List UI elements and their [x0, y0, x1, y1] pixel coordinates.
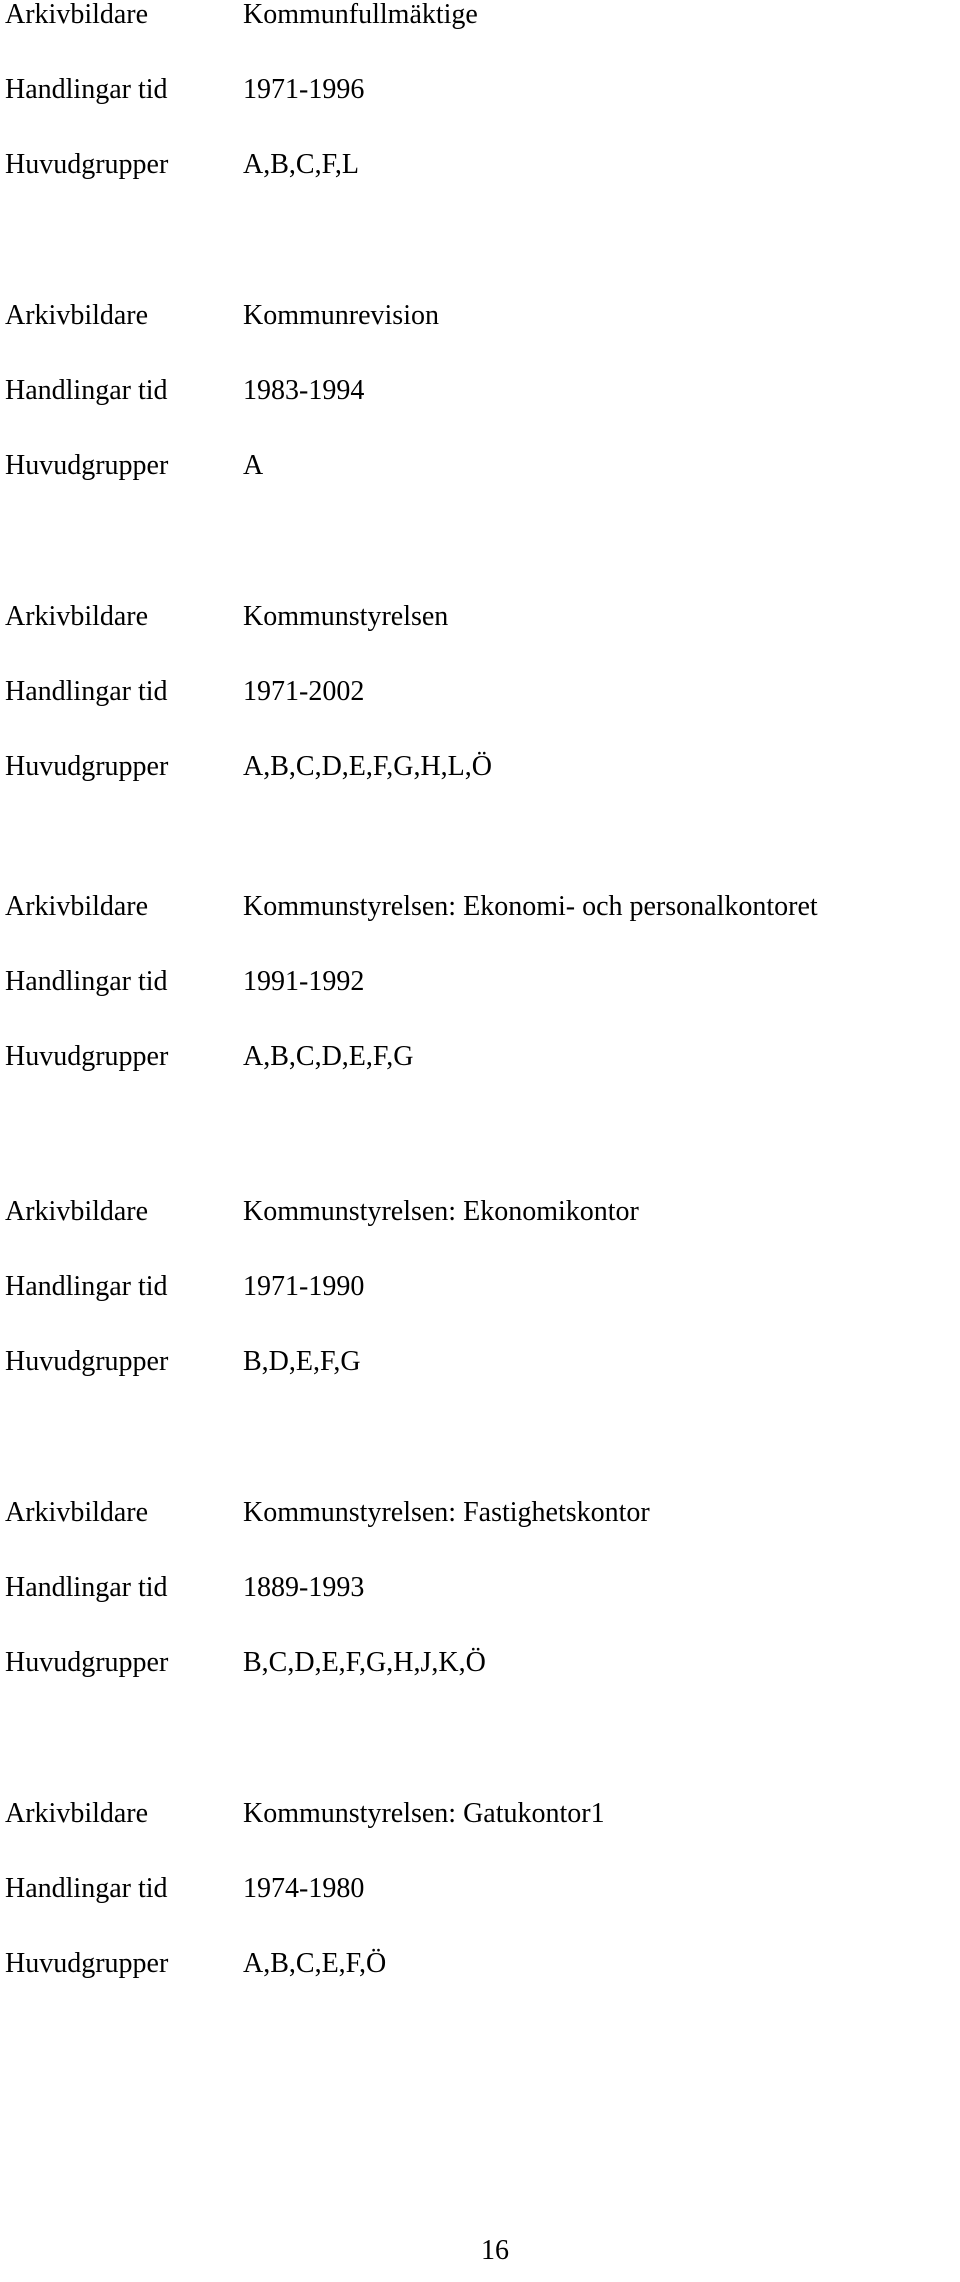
period-label: Handlingar tid — [5, 676, 168, 707]
creator-label: Arkivbildare — [5, 300, 149, 331]
groups-label: Huvudgrupper — [5, 1041, 169, 1072]
groups-row — [5, 1347, 955, 1422]
creator-value: Kommunfullmäktige — [243, 0, 478, 30]
groups-value: A,B,C,D,E,F,G,H,L,Ö — [243, 751, 492, 782]
period-value: 1889-1993 — [243, 1572, 365, 1603]
creator-row — [5, 1197, 955, 1272]
period-label: Handlingar tid — [5, 1572, 168, 1603]
period-label: Handlingar tid — [5, 74, 168, 105]
period-value: 1971-2002 — [243, 676, 365, 707]
creator-row — [5, 602, 955, 677]
period-value: 1991-1992 — [243, 966, 365, 997]
creator-row — [5, 1799, 955, 1874]
groups-row — [5, 451, 955, 526]
period-value: 1983-1994 — [243, 375, 365, 406]
period-row — [5, 1573, 955, 1648]
period-label: Handlingar tid — [5, 375, 168, 406]
creator-value: Kommunstyrelsen — [243, 601, 449, 632]
archive-entry — [5, 1498, 955, 1723]
groups-value: A,B,C,E,F,Ö — [243, 1948, 387, 1979]
groups-value: A — [243, 450, 264, 481]
period-row — [5, 1272, 955, 1347]
groups-label: Huvudgrupper — [5, 1647, 169, 1678]
groups-label: Huvudgrupper — [5, 450, 169, 481]
groups-row — [5, 1949, 955, 2024]
groups-label: Huvudgrupper — [5, 751, 169, 782]
groups-label: Huvudgrupper — [5, 149, 169, 180]
creator-value: Kommunstyrelsen: Ekonomikontor — [243, 1196, 639, 1227]
groups-value: A,B,C,D,E,F,G — [243, 1041, 414, 1072]
groups-row — [5, 1648, 955, 1723]
archive-entry — [5, 602, 955, 827]
period-value: 1971-1996 — [243, 74, 365, 105]
archive-entry — [5, 301, 955, 526]
creator-label: Arkivbildare — [5, 1196, 149, 1227]
archive-entry — [5, 1197, 955, 1422]
period-label: Handlingar tid — [5, 1271, 168, 1302]
period-row — [5, 677, 955, 752]
creator-label: Arkivbildare — [5, 601, 149, 632]
groups-value: B,D,E,F,G — [243, 1346, 361, 1377]
creator-label: Arkivbildare — [5, 1798, 149, 1829]
archive-entry — [5, 892, 955, 1117]
period-label: Handlingar tid — [5, 966, 168, 997]
period-value: 1971-1990 — [243, 1271, 365, 1302]
archive-entry — [5, 0, 955, 225]
period-row — [5, 967, 955, 1042]
creator-value: Kommunstyrelsen: Fastighetskontor — [243, 1497, 650, 1528]
creator-row — [5, 1498, 955, 1573]
creator-row — [5, 892, 955, 967]
creator-value: Kommunstyrelsen: Gatukontor1 — [243, 1798, 605, 1829]
page-number: 16 — [481, 2235, 509, 2266]
creator-label: Arkivbildare — [5, 0, 149, 30]
period-row — [5, 75, 955, 150]
groups-row — [5, 752, 955, 827]
period-value: 1974-1980 — [243, 1873, 365, 1904]
groups-row — [5, 1042, 955, 1117]
creator-row — [5, 0, 955, 75]
groups-value: A,B,C,F,L — [243, 149, 360, 180]
creator-label: Arkivbildare — [5, 1497, 149, 1528]
creator-value: Kommunrevision — [243, 300, 439, 331]
groups-row — [5, 150, 955, 225]
groups-value: B,C,D,E,F,G,H,J,K,Ö — [243, 1647, 486, 1678]
creator-row — [5, 301, 955, 376]
period-row — [5, 376, 955, 451]
groups-label: Huvudgrupper — [5, 1948, 169, 1979]
creator-value: Kommunstyrelsen: Ekonomi- och personalkontoret — [243, 891, 818, 922]
archive-entry — [5, 1799, 955, 2024]
creator-label: Arkivbildare — [5, 891, 149, 922]
period-label: Handlingar tid — [5, 1873, 168, 1904]
groups-label: Huvudgrupper — [5, 1346, 169, 1377]
period-row — [5, 1874, 955, 1949]
